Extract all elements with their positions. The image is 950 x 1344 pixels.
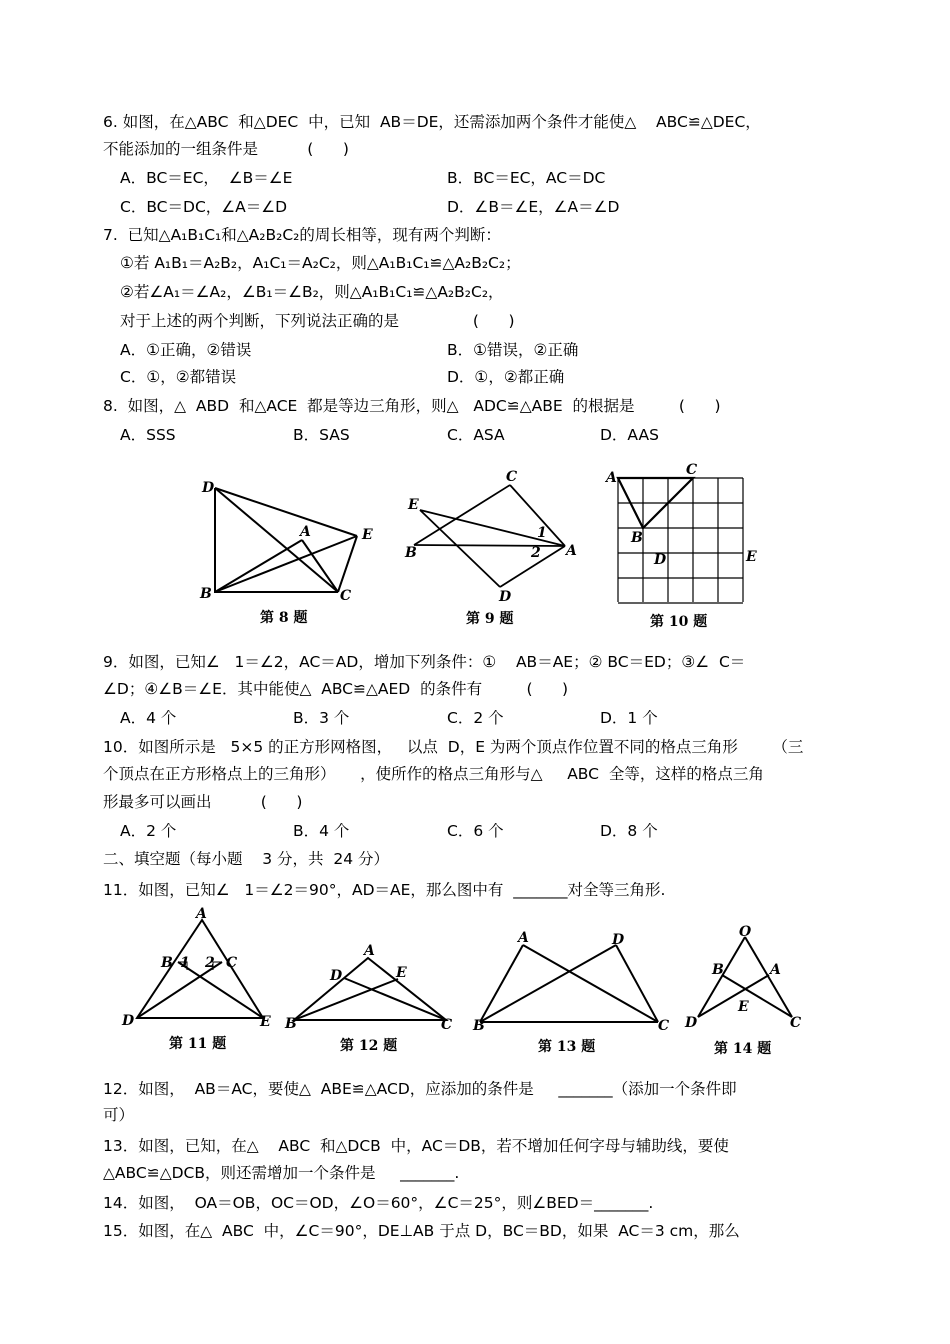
q8-stem: 8. 如图，△ ABD 和△ACE 都是等边三角形，则△ ADC≌△ABE 的根据是 ( ): [103, 397, 721, 415]
q7-option-c: C．①，②都错误: [120, 368, 237, 386]
q7-judgment-2: ②若∠A₁＝∠A₂，∠B₁＝∠B₂，则△A₁B₁C₁≌△A₂B₂C₂，: [120, 283, 504, 301]
f13-label-b: B: [473, 1018, 485, 1034]
f10-label-d: D: [654, 552, 667, 568]
q8-option-c: C．ASA: [447, 426, 505, 444]
f11-label-e: E: [260, 1014, 271, 1030]
f9-label-d: D: [499, 589, 512, 605]
f8-label-b: B: [200, 586, 212, 602]
q9-option-a: A．4 个: [120, 709, 177, 727]
f9-label-b: B: [405, 545, 417, 561]
f9-label-1: 1: [537, 525, 547, 541]
q9-option-d: D．1 个: [600, 709, 658, 727]
q9-option-b: B．3 个: [293, 709, 350, 727]
figure-10: [598, 460, 768, 632]
q10-stem-line-1: 10．如图所示是 5×5 的正方形网格图， 以点 D，E 为两个顶点作位置不同的格点三角形 （三: [103, 738, 804, 756]
f14-label-c: C: [790, 1015, 802, 1031]
q10-option-b: B．4 个: [293, 822, 350, 840]
f9-label-c: C: [506, 469, 518, 485]
f13-caption: 第 13 题: [538, 1039, 596, 1055]
f8-label-d: D: [202, 480, 215, 496]
f8-label-a: A: [300, 524, 311, 540]
q8-option-b: B．SAS: [293, 426, 350, 444]
f14-label-e: E: [738, 999, 749, 1015]
q9-stem-line-1: 9．如图，已知∠ 1＝∠2，AC＝AD，增加下列条件：① AB＝AE；② BC＝ED；③∠ C＝: [103, 653, 746, 671]
f10-label-c: C: [686, 462, 698, 478]
q7-option-d: D．①，②都正确: [447, 368, 565, 386]
figure-13: [470, 925, 690, 1060]
q13-stem-line-2: △ABC≌△DCB，则还需增加一个条件是 _______.: [103, 1164, 460, 1182]
f10-label-e: E: [746, 549, 757, 565]
f14-label-o: O: [739, 924, 752, 940]
f13-label-c: C: [658, 1018, 670, 1034]
figure-8: [190, 470, 390, 630]
f9-label-e: E: [408, 497, 419, 513]
f14-label-a: A: [770, 962, 781, 978]
q6-option-c: C．BC＝DC，∠A＝∠D: [120, 198, 288, 216]
f11-label-d: D: [122, 1013, 135, 1029]
q7-stem-line-1: 7. 已知△A₁B₁C₁和△A₂B₂C₂的周长相等，现有两个判断：: [103, 226, 501, 244]
q15-stem: 15．如图，在△ ABC 中，∠C＝90°，DE⊥AB 于点 D，BC＝BD，如果 AC＝3 cm，那么: [103, 1222, 740, 1240]
q7-option-a: A．①正确，②错误: [120, 341, 252, 359]
q14-stem: 14．如图， OA＝OB，OC＝OD，∠O＝60°，∠C＝25°，则∠BED＝_______.: [103, 1194, 654, 1212]
q10-stem-line-2: 个顶点在正方形格点上的三角形） ，使所作的格点三角形与△ ABC 全等，这样的格点三角: [103, 765, 764, 783]
q9-stem-line-2: ∠D；④∠B＝∠E．其中能使△ ABC≌△AED 的条件有 ( ): [103, 680, 569, 698]
f12-label-a: A: [364, 943, 375, 959]
f11-label-1: 1: [180, 955, 190, 971]
q8-option-d: D．AAS: [600, 426, 659, 444]
q6-option-a: A．BC＝EC， ∠B＝∠E: [120, 169, 293, 187]
f14-label-d: D: [685, 1015, 698, 1031]
f9-label-2: 2: [531, 545, 541, 561]
f11-label-c: C: [226, 955, 238, 971]
figure-9: [400, 465, 580, 630]
q11-stem: 11．如图，已知∠ 1＝∠2＝90°，AD＝AE，那么图中有 _______对全等三角形.: [103, 881, 666, 899]
f12-label-e: E: [396, 965, 407, 981]
q12-stem-line-2: 可）: [103, 1106, 135, 1124]
f11-label-b: B: [161, 955, 173, 971]
f8-label-e: E: [362, 527, 373, 543]
figure-14: [680, 920, 815, 1065]
f9-label-a: A: [566, 543, 577, 559]
f8-label-c: C: [340, 588, 352, 604]
q6-stem-line-1: 6. 如图，在△ABC 和△DEC 中，已知 AB＝DE，还需添加两个条件才能使△ ABC≌△DEC，: [103, 113, 761, 131]
q8-option-a: A．SSS: [120, 426, 176, 444]
f11-caption: 第 11 题: [169, 1036, 227, 1052]
q7-stem-line-4: 对于上述的两个判断，下列说法正确的是 ( ): [120, 312, 515, 330]
f14-caption: 第 14 题: [714, 1041, 772, 1057]
q6-option-b: B．BC＝EC，AC＝DC: [447, 169, 606, 187]
f14-label-b: B: [712, 962, 724, 978]
f10-label-b: B: [631, 530, 643, 546]
f8-caption: 第 8 题: [260, 610, 308, 626]
f13-label-d: D: [612, 932, 625, 948]
figure-12: [280, 940, 460, 1060]
f12-label-d: D: [330, 968, 343, 984]
f9-caption: 第 9 题: [466, 611, 514, 627]
f12-label-c: C: [441, 1017, 453, 1033]
q12-stem-line-1: 12．如图， AB＝AC，要使△ ABE≌△ACD，应添加的条件是 _______（添加一个条件即: [103, 1080, 737, 1098]
q10-stem-line-3: 形最多可以画出 ( ): [103, 793, 303, 811]
figure-11: [115, 905, 285, 1060]
q10-option-c: C．6 个: [447, 822, 504, 840]
f10-caption: 第 10 题: [650, 614, 708, 630]
f13-label-a: A: [518, 930, 529, 946]
f12-label-b: B: [285, 1016, 297, 1032]
f12-caption: 第 12 题: [340, 1038, 398, 1054]
q6-stem-line-2: 不能添加的一组条件是 ( ): [103, 140, 349, 158]
f10-label-a: A: [606, 470, 617, 486]
q7-judgment-1: ①若 A₁B₁＝A₂B₂，A₁C₁＝A₂C₂，则△A₁B₁C₁≌△A₂B₂C₂；: [120, 254, 521, 272]
q13-stem-line-1: 13．如图，已知，在△ ABC 和△DCB 中，AC＝DB，若不增加任何字母与辅助线，要使: [103, 1137, 729, 1155]
q6-option-d: D．∠B＝∠E，∠A＝∠D: [447, 198, 620, 216]
f11-label-2: 2: [205, 955, 215, 971]
section-2-heading: 二、填空题（每小题 3 分，共 24 分）: [103, 850, 390, 868]
q10-option-d: D．8 个: [600, 822, 658, 840]
q10-option-a: A．2 个: [120, 822, 177, 840]
f11-label-a: A: [196, 906, 207, 922]
q7-option-b: B．①错误，②正确: [447, 341, 579, 359]
q9-option-c: C．2 个: [447, 709, 504, 727]
